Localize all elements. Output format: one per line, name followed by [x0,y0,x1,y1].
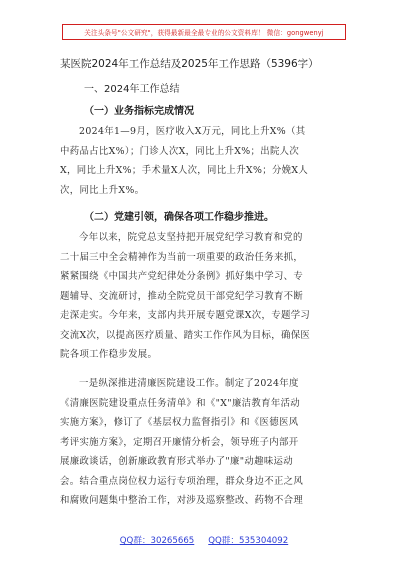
paragraph-line: 实施方案》，修订了《基层权力监督指引》和《医德医风 [60,417,299,428]
paragraph-line: 展廉政谈话，创新廉政教育形式举办了"廉"动趣味运动 [60,456,294,467]
paragraph-line: 2024年1—9月，医疗收入X万元，同比上升X%（其 [79,126,306,137]
paragraph-line: 紧紧围绕《中国共产党纪律处分条例》抓好集中学习、专 [60,271,304,282]
paragraph-line: 次，同比上升X%。 [60,184,145,196]
paragraph-line: 交流X次，以提高医疗质量、踏实工作作风为目标，确保医 [60,329,311,341]
paragraph-line: 二十届三中全会精神作为当前一项重要的政治任务来抓， [60,251,304,263]
paragraph-indicators [60,122,350,200]
paragraph-line: 今年以来，院党总支坚持把开展党纪学习教育和党的 [79,232,303,243]
header-banner [62,24,346,40]
paragraph-line: X，同比上升X%；手术量X人次，同比上升X%；分娩X人 [60,165,309,176]
qq-group-link-2[interactable]: QQ群：535304092 [208,536,289,546]
subsection-heading-indicators: （一）业务指标完成情况 [84,106,194,117]
paragraph-line: 中药品占比X%）；门诊人次X，同比上升X%；出院人次 [60,145,300,157]
paragraph-party-building [60,228,350,365]
section-heading-summary: 一、2024年工作总结 [84,84,180,95]
qq-group-link-1[interactable]: QQ群：30265665 [119,536,195,546]
paragraph-line: 走深走实。今年来，支部内共开展专题党课X次，专题学习 [60,310,311,321]
paragraph-line: 题辅导、交流研讨，推动全院党员干部党纪学习教育不断 [60,290,304,302]
subsection-heading-party-building: （二）党建引领，确保各项工作稳步推进。 [84,212,274,223]
paragraph-line: 和腐败问题集中整治工作，对涉及巡察整改、药物不合理 [60,495,304,506]
paragraph-line: 考评实施方案》，定期召开廉情分析会，领导班子内部开 [60,436,299,448]
footer-contact [0,534,408,546]
document-title: 某医院2024年工作总结及2025年工作思路（5396字） [60,58,319,70]
paragraph-line: 会。结合重点岗位权力运行专项治理，群众身边不正之风 [60,475,304,487]
paragraph-line: 院各项工作稳步发展。 [60,349,158,360]
paragraph-clean-hospital [60,374,350,511]
paragraph-line: 一是纵深推进清廉医院建设工作。制定了2024年度 [79,378,299,389]
paragraph-line: 《清廉医院建设重点任务清单》和《"X"廉洁教育年活动 [60,397,301,409]
header-banner-text: 关注头条号"公文研究"，获得最新最全最专业的公文资料库！ 微信：gongwenyj [84,29,324,37]
